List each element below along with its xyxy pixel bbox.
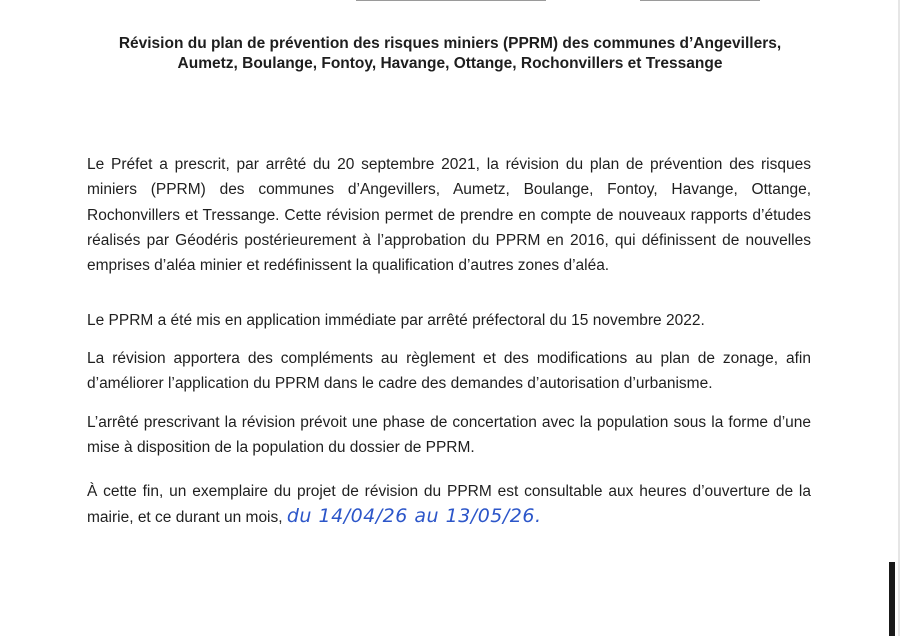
paragraph-prescription: Le Préfet a prescrit, par arrêté du 20 septembre 2021, la révision du plan de prévention des risques miniers (PPRM) des communes d’Angevillers, Aumetz, Boulange, Fontoy, Havange, Ottange, Rochonvillers et Tressange. Cette révision permet de prendre en compte de nouveaux rapports d’études réalisés par Géodéris postérieurement à l’approbation du PPRM en 2016, qui définissent de nouvelles emprises d’aléa minier et redéfinissent la qualification d’autres zones d’aléa. <box>87 156 811 275</box>
consultation-text: À cette fin, un exemplaire du projet de révision du PPRM est consultable aux heures d’ouverture de la mairie, et ce durant un mois, <box>87 483 811 527</box>
paragraph-revision-content: La révision apportera des compléments au règlement et des modifications au plan de zonage, afin d’améliorer l’application du PPRM dans le cadre des demandes d’autorisation d’urbanisme. <box>87 350 811 393</box>
title-line-1: Révision du plan de prévention des risques miniers (PPRM) des communes d’Angevillers, <box>118 35 782 52</box>
top-edge-rule <box>356 0 546 1</box>
paragraph-application: Le PPRM a été mis en application immédiate par arrêté préfectoral du 15 novembre 2022. <box>87 312 705 329</box>
document-title <box>60 34 840 74</box>
handwritten-dates: du 14/04/26 au 13/05/26. <box>286 505 542 528</box>
paragraph-consultation <box>87 479 811 531</box>
top-edge-rule-right <box>640 0 760 1</box>
scan-edge-mark <box>889 562 895 636</box>
paragraph-concertation: L’arrêté prescrivant la révision prévoit une phase de concertation avec la population sous la forme d’une mise à disposition de la population du dossier de PPRM. <box>87 414 811 457</box>
title-line-2: Aumetz, Boulange, Fontoy, Havange, Ottange, Rochonvillers et Tressange <box>177 55 723 72</box>
